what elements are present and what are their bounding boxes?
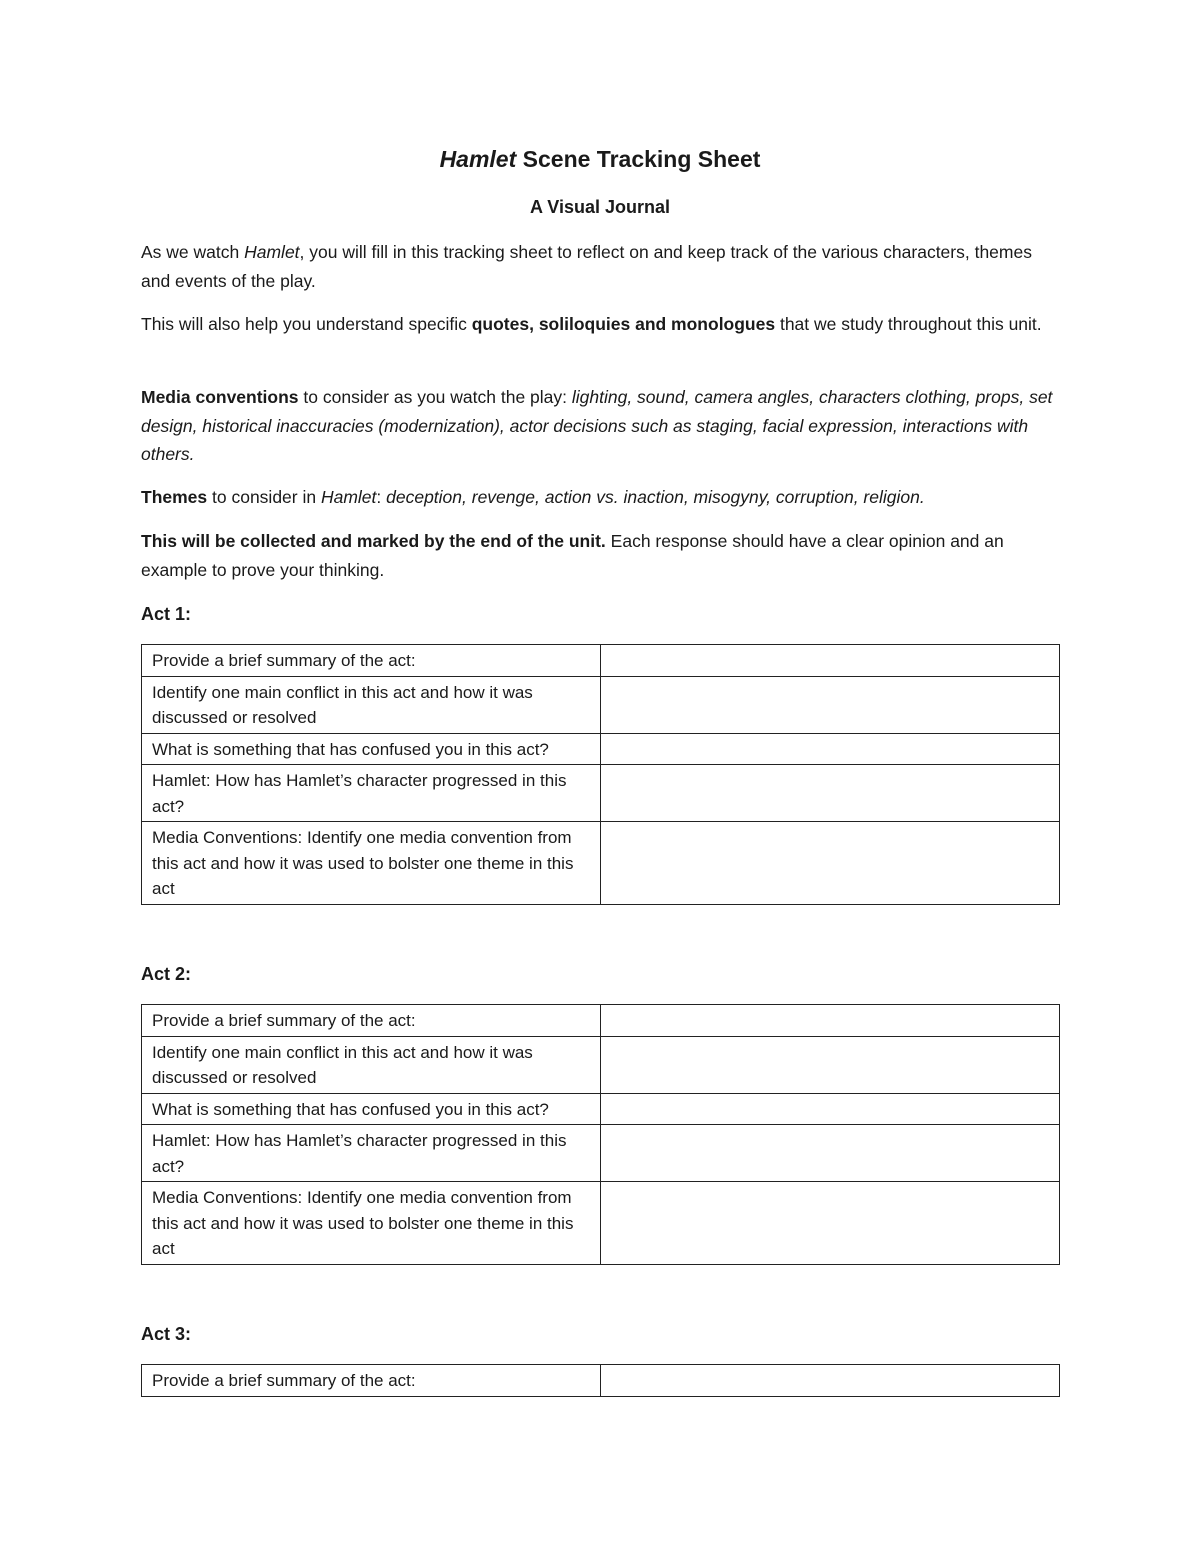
table-row: [142, 1093, 1060, 1125]
title-rest: Scene Tracking Sheet: [516, 146, 761, 172]
act-3-table: [141, 1364, 1060, 1397]
intro-paragraph-2: [141, 310, 1059, 339]
table-row: [142, 765, 1060, 822]
question-cell: What is something that has confused you in this act?: [142, 733, 601, 765]
question-cell: Provide a brief summary of the act:: [142, 1005, 601, 1037]
table-row: [142, 676, 1060, 733]
table-row: [142, 822, 1060, 905]
act-3-heading: Act 3:: [141, 1324, 192, 1344]
act-1-table: [141, 644, 1060, 905]
table-row: [142, 733, 1060, 765]
question-cell: What is something that has confused you in this act?: [142, 1093, 601, 1125]
p4-colon: :: [376, 487, 387, 507]
answer-cell[interactable]: [601, 733, 1060, 765]
question-cell: Media Conventions: Identify one media convention from this act and how it was used to bolster one theme in this act: [142, 822, 601, 905]
themes-list: deception, revenge, action vs. inaction, misogyny, corruption, religion.: [386, 487, 925, 507]
media-conventions-list: lighting, sound, camera angles, characters clothing, props, set design, historical inaccuracies (modernization), actor decisions such as staging, facial expression, interactions with others.: [141, 387, 1053, 464]
question-cell: Provide a brief summary of the act:: [142, 645, 601, 677]
act-2-heading: Act 2:: [141, 964, 192, 984]
marking-notice: This will be collected and marked by the end of the unit.: [141, 531, 606, 551]
answer-cell[interactable]: [601, 645, 1060, 677]
table-row: [142, 1036, 1060, 1093]
table-row: [142, 1125, 1060, 1182]
table-row: [142, 1365, 1060, 1397]
intro-paragraph-themes: [141, 483, 1059, 512]
p2-text-a: This will also help you understand specific: [141, 314, 472, 334]
question-cell: Hamlet: How has Hamlet’s character progressed in this act?: [142, 765, 601, 822]
media-conventions-label: Media conventions: [141, 387, 299, 407]
act-1-heading: Act 1:: [141, 604, 192, 624]
question-cell: Identify one main conflict in this act and how it was discussed or resolved: [142, 1036, 601, 1093]
answer-cell[interactable]: [601, 765, 1060, 822]
p2-emphasis: quotes, soliloquies and monologues: [471, 314, 776, 334]
intro-paragraph-media: [141, 383, 1059, 469]
p5-text-b: Each response should have a clear opinion and an example to prove your thinking.: [141, 531, 1004, 580]
p3-text-b: to consider as you watch the play:: [298, 387, 572, 407]
p1-text-a: As we watch: [141, 242, 245, 262]
answer-cell[interactable]: [601, 822, 1060, 905]
page-subtitle: A Visual Journal: [529, 197, 671, 217]
question-cell: Media Conventions: Identify one media convention from this act and how it was used to bolster one theme in this act: [142, 1182, 601, 1265]
page-title: [141, 144, 1059, 174]
table-row: [142, 1005, 1060, 1037]
answer-cell[interactable]: [601, 676, 1060, 733]
answer-cell[interactable]: [601, 1005, 1060, 1037]
table-row: [142, 1182, 1060, 1265]
act-2-table: [141, 1004, 1060, 1265]
p2-text-c: that we study throughout this unit.: [775, 314, 1042, 334]
question-cell: Provide a brief summary of the act:: [142, 1365, 601, 1397]
answer-cell[interactable]: [601, 1093, 1060, 1125]
answer-cell[interactable]: [601, 1182, 1060, 1265]
p1-text-c: , you will fill in this tracking sheet to reflect on and keep track of the various characters, themes and events of the play.: [141, 242, 1032, 291]
answer-cell[interactable]: [601, 1125, 1060, 1182]
p4-play-name: Hamlet: [320, 487, 377, 507]
question-cell: Identify one main conflict in this act and how it was discussed or resolved: [142, 676, 601, 733]
p4-text-b: to consider in: [207, 487, 321, 507]
title-play-name: Hamlet: [439, 146, 517, 172]
answer-cell[interactable]: [601, 1036, 1060, 1093]
table-row: [142, 645, 1060, 677]
themes-label: Themes: [141, 487, 208, 507]
intro-paragraph-1: [141, 238, 1059, 295]
p1-play-name: Hamlet: [244, 242, 300, 262]
intro-paragraph-marking: [141, 527, 1059, 584]
answer-cell[interactable]: [601, 1365, 1060, 1397]
question-cell: Hamlet: How has Hamlet’s character progressed in this act?: [142, 1125, 601, 1182]
